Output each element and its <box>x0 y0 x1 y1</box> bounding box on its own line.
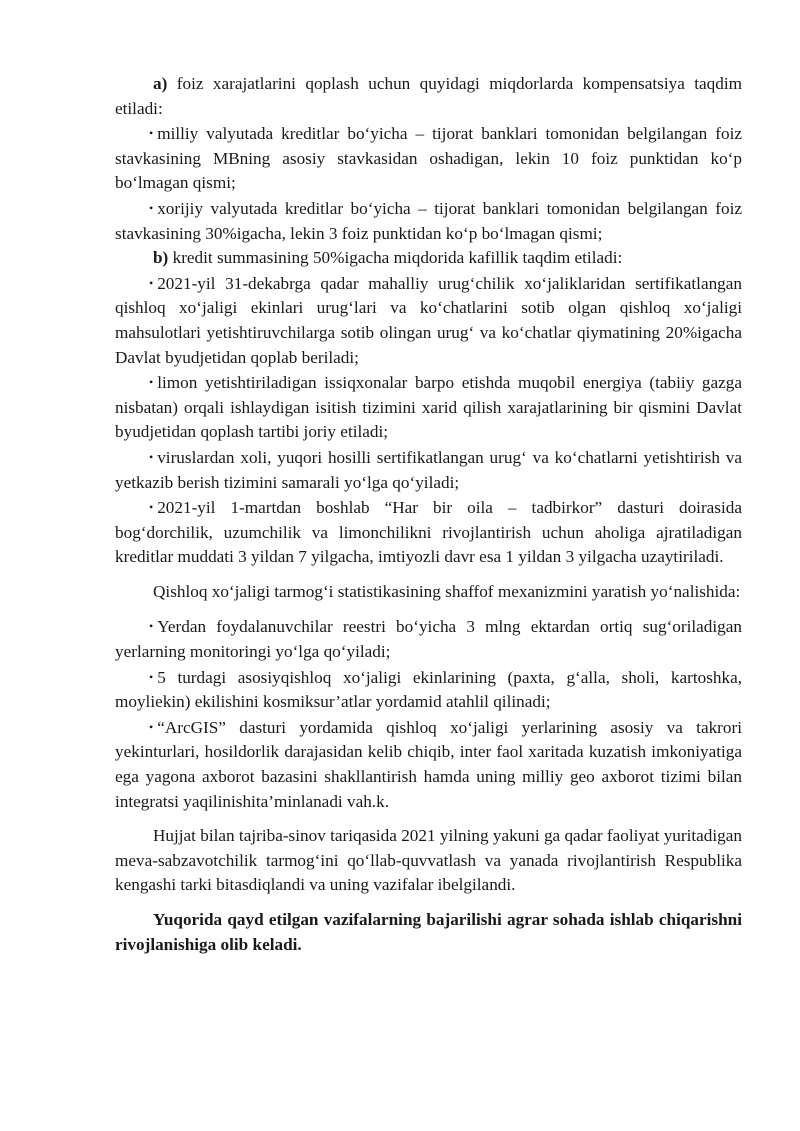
bullet-marker: • <box>149 669 154 684</box>
bullet-marker: • <box>149 375 154 390</box>
bullet-item <box>115 196 742 246</box>
conclusion-paragraph: Yuqorida qayd etilgan vazifalarning bajarilishi agrar sohada ishlab chiqarishni rivojlanishiga olib keladi. <box>115 910 742 954</box>
bullet-marker: • <box>149 719 154 734</box>
bullet-item <box>115 715 742 814</box>
bullet-marker: • <box>149 126 154 141</box>
bullet-item <box>115 495 742 570</box>
bullet-text: milliy valyutada kreditlar bo‘yicha – tijorat banklari tomonidan belgilangan foiz stavkasining MBning asosiy stavkasidan oshadigan, lekin 10 foiz punktidan ko‘p bo‘lmagan qismi; <box>115 124 742 193</box>
bullet-item <box>115 614 742 664</box>
bullet-text: xorijiy valyutada kreditlar bo‘yicha – tijorat banklari tomonidan belgilangan foiz stavkasining 30%igacha, lekin 3 foiz punktidan ko‘p bo‘lmagan qismi; <box>115 198 742 243</box>
bullet-text: “ArcGIS” dasturi yordamida qishloq xo‘jaligi yerlarining asosiy va takrori yekinturlari, hosildorlik darajasidan kelib chiqib, inter faol xaritada kuzatish imkoniyatiga ega yagona axborot bazasini shakllantirish hamda uning milliy geo axborot tizimi bilan integratsi yaqilinishita’minlanadi vah.k. <box>115 717 742 811</box>
bullet-marker: • <box>149 449 154 464</box>
bullet-item <box>115 445 742 495</box>
bullet-text: viruslardan xoli, yuqori hosilli sertifikatlangan urug‘ va ko‘chatlarni yetishtirish va yetkazib berish tizimini samarali yo‘lga qo‘yiladi; <box>115 447 742 492</box>
bullet-item <box>115 121 742 196</box>
bullet-text: 2021-yil 1-martdan boshlab “Har bir oila – tadbirkor” dasturi doirasida bog‘dorchilik, uzumchilik va limonchilikni rivojlantirish uchun aholiga ajratiladigan kreditlar muddati 3 yildan 7 yilgacha, imtiyozli davr esa 1 yildan 3 yilgacha uzaytiriladi. <box>115 498 742 567</box>
bullet-marker: • <box>149 500 154 515</box>
bullet-marker: • <box>149 619 154 634</box>
bullet-item <box>115 370 742 445</box>
bullet-text: 2021-yil 31-dekabrga qadar mahalliy urug‘chilik xo‘jaliklaridan sertifikatlangan qishloq xo‘jaligi ekinlari urug‘lari va ko‘chatlarini sotib olgan qishloq xo‘jaligi mahsulotlari yetishtiruvchilarga sotib olingan urug‘ va ko‘chatlar qiymatining 20%igacha Davlat byudjetidan qoplab beriladi; <box>115 273 742 367</box>
item-label-b: b) <box>153 248 169 268</box>
item-label-a: a) <box>153 74 168 93</box>
paragraph-b-intro <box>115 246 742 271</box>
bullet-text: Yerdan foydalanuvchilar reestri bo‘yicha 3 mlng ektardan ortiq sug‘oriladigan yerlarning monitoringi yo‘lga qo‘yiladi; <box>115 617 742 662</box>
statistics-section-intro: Qishloq xo‘jaligi tarmog‘i statistikasining shaffof mexanizmini yaratish yo‘nalishida: <box>153 581 741 601</box>
bullet-item <box>115 665 742 715</box>
paragraph-text: kredit summasining 50%igacha miqdorida kafillik taqdim etiladi: <box>172 248 623 268</box>
paragraph-a-intro <box>115 72 742 121</box>
bullet-marker: • <box>149 200 154 215</box>
paragraph-text: foiz xarajatlarini qoplash uchun quyidagi miqdorlarda kompensatsiya taqdim etiladi: <box>115 74 742 118</box>
council-paragraph: Hujjat bilan tajriba-sinov tariqasida 2021 yilning yakuni ga qadar faoliyat yuritadigan meva-sabzavotchilik tarmog‘ini qo‘llab-quvvatlash va yanada rivojlantirish Respublika kengashi tarki bitasdiqlandi va uning vazifalar ibelgilandi. <box>115 826 742 895</box>
bullet-text: 5 turdagi asosiyqishloq xo‘jaligi ekinlarining (paxta, g‘alla, sholi, kartoshka, moyliekin) ekilishini kosmiksur’atlar yordamid atahlil qilinadi; <box>115 667 742 712</box>
bullet-item <box>115 271 742 370</box>
bullet-text: limon yetishtiriladigan issiqxonalar barpo etishda muqobil energiya (tabiiy gazga nisbatan) orqali ishlaydigan isitish tizimini xarid qilish xarajatlarining bir qismini Davlat byudjetidan qoplash tartibi joriy etiladi; <box>115 373 742 442</box>
bullet-marker: • <box>149 275 154 290</box>
